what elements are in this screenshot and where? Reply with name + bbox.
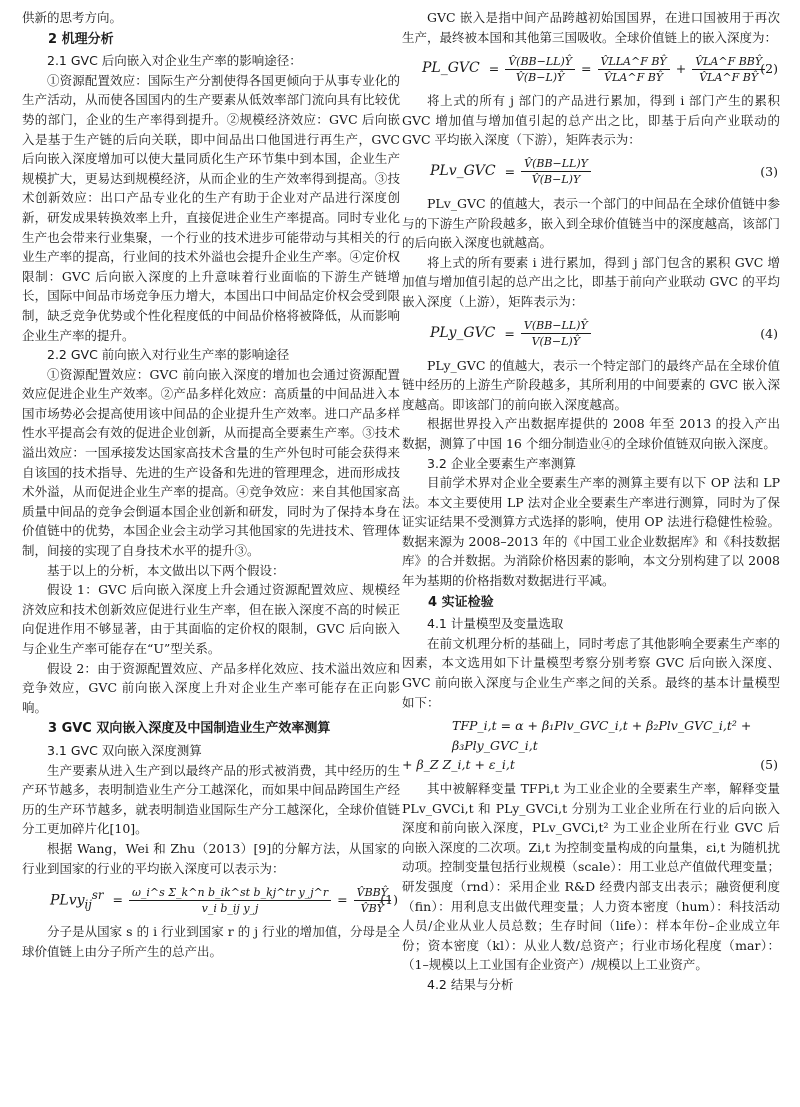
paragraph-wiod-data: 根据世界投入产出数据库提供的 2008 年至 2013 的投入产出数据，测算了中国 16 个细分制造业④的全球价值链双向嵌入深度。 <box>402 416 780 451</box>
section-heading-measurement: 3 GVC 双向嵌入深度及中国制造业生产效率测算 <box>48 721 331 737</box>
eq3-number: (3) <box>760 164 778 180</box>
right-column <box>402 8 780 995</box>
paragraph-hypothesis-2: 假设 2：由于资源配置效应、产品多样化效应、技术溢出效应和竞争效应，GVC 前向嵌入深度上升对企业生产率可能存在正向影响。 <box>22 660 400 715</box>
equation-1 <box>22 882 400 918</box>
eq2-fraction-3: $\frac{\text{V̂LA\textasciicircum{}F BBŶ}}{\text{V̂LA\textasciicircum{}F BŶ}}$ <box>692 54 765 85</box>
eq2-number: (2) <box>760 61 778 77</box>
eq1-equals: = <box>112 892 123 908</box>
left-column <box>22 8 400 961</box>
subsection-heading-4-2: 4.2 结果与分析 <box>427 976 514 992</box>
eq2-equals-2: = <box>581 61 592 77</box>
equation-3 <box>402 154 780 190</box>
paragraph-ply-interpretation: PLy_GVC 的值越大，表示一个特定部门的最终产品在全球价值链中经历的上游生产阶段越多，其所利用的中间要素的 GVC 嵌入深度越高。即该部门的前向嵌入深度越高。 <box>402 357 780 412</box>
eq2-lhs: PL_GVC <box>422 60 480 77</box>
subsection-heading-4-1: 4.1 计量模型及变量选取 <box>427 616 564 632</box>
paragraph-eq1-explanation: 分子是从国家 s 的 i 行业到国家 r 的 j 行业的增加值，分母是全球价值链上由分子所产生的总产出。 <box>22 924 400 959</box>
subsection-heading-2-2: 2.2 GVC 前向嵌入对行业生产率的影响途径 <box>47 347 290 363</box>
eq5-number: (5) <box>760 757 778 773</box>
eq2-fraction-1: $\frac{V̂(BB-LL)Ŷ}{V̂(B-L)Ŷ}$ <box>505 54 575 85</box>
paragraph-plv-interpretation: PLv_GVC 的值越大，表示一个部门的中间品在全球价值链中参与的下游生产阶段越多，嵌入到全球价值链当中的深度越高，该部门的后向嵌入深度也就越高。 <box>402 195 780 251</box>
eq1-fraction-1: $\frac{\text{ω\_i\textasciicircum{}s Σ\_k\textasciicircum{}n b\_ik\textasciicircum{}st b\_kj\textasciicircum{}tr y\_j\textasciicircum{}r}}{\text{v\_i b\_ij y\_j}}$ <box>129 885 331 916</box>
eq3-fraction: $\frac{V̂(BB-LL)Y}{V̂(B-L)Y}$ <box>521 156 591 187</box>
eq1-fraction-2: $\frac{\text{V̂BBŶ}}{V̂BŶ}$ <box>354 885 391 916</box>
paragraph-backward-accumulation: 将上式的所有 j 部门的产品进行累加，得到 i 部门产生的累积 GVC 增加值与增加值引起的总产出之比，即基于后向产业联动的 GVC 平均嵌入深度（下游），矩阵表示为： <box>402 93 780 148</box>
eq3-equals: = <box>504 164 516 180</box>
paragraph-2-2: ①资源配置效应：GVC 前向嵌入深度的增加也会通过资源配置效应促进企业生产效率。②产品多样化效应：高质量的中间品进入本国市场势必会提高使用该中间品的企业提升生产效率。进口产品多样性水平提高会有效的促进企业创新，从而提高全要素生产率。③技术溢出效应：一国承接发达国家高技术含量的生产外包时可能会获得来自该国的技术指导、先进的生产设备和先进的管理理念，进而形成技术外溢，从而促进企业生产率的提高。④竞争效应：来自其他国家高质量中间品的竞争会倒逼本国企业创新和研发，同时为了保持本身在价值链中的优势，本国企业会主动学习其他国家的先进技术、管理体制，间接的实现了自身技术水平的提升③。 <box>22 366 400 559</box>
paragraph-variable-definitions: 其中被解释变量 TFPi,t 为工业企业的全要素生产率，解释变量 PLv_GVCi,t 和 PLy_GVCi,t 分别为工业企业所在行业的后向嵌入深度和前向嵌入深度，PLv_GVCi,t² 为工业企业所在行业 GVC 后向嵌入深度的二次项。Zi,t 为控制变量构成的向量集，εi,t 为随机扰动项。控制变量包括行业规模（scale）：用工业总产值做代理变量；研发强度（rnd）：采用企业 R&D 经费内部支出表示；融资便利度（fin）：用利息支出做代理变量；人力资本密度（hum）：科技活动人员/企业从业人员总数；生存时间（life）：样本年份–企业成立年份；资本密度（kl）：从业人数/总资产；行业市场化程度（mar）：（1–规模以上工业国有企业资产）/规模以上工业资产。 <box>402 781 780 973</box>
eq5-line-1: TFP_i,t = α + β₁Plv_GVC_i,t + β₂Plv_GVC_i,t² + β₃Ply_GVC_i,t <box>452 718 752 753</box>
section-heading-mechanism: 2 机理分析 <box>48 31 114 47</box>
subsection-heading-3-2: 3.2 企业全要素生产率测算 <box>427 455 576 471</box>
eq2-plus: + <box>675 61 687 77</box>
eq2-equals: = <box>488 61 500 77</box>
eq1-equals-2: = <box>337 892 348 908</box>
paragraph-gvc-definition: GVC 嵌入是指中间产品跨越初始国国界，在进口国被用于再次生产，最终被本国和其他第三国吸收。全球价值链上的嵌入深度为： <box>402 10 780 45</box>
paragraph-3-1: 生产要素从进入生产到以最终产品的形式被消费，其中经历的生产环节越多，表明制造业生产分工越深化，而如果中间品跨国生产经历的生产环节越多，就表明制造业国际生产分工越深化，全球价值链分工更加碎片化[10]。 <box>22 762 400 837</box>
eq2-fraction-2: $\frac{\text{V̂LLA\textasciicircum{}F BŶ}}{\text{V̂LA\textasciicircum{}F BŶ}}$ <box>598 54 670 85</box>
equation-4 <box>402 316 780 352</box>
equation-5 <box>402 716 780 775</box>
paragraph-hypothesis-intro: 基于以上的分析，本文做出以下两个假设： <box>47 562 285 578</box>
intro-tail: 供新的思考方向。 <box>22 10 123 25</box>
subsection-heading-3-1: 3.1 GVC 双向嵌入深度测算 <box>47 742 202 758</box>
eq1-number: (1) <box>380 892 398 908</box>
eq4-lhs: PLy_GVC <box>430 324 496 341</box>
paragraph-hypothesis-1: 假设 1：GVC 后向嵌入深度上升会通过资源配置效应、规模经济效应和技术创新效应促进行业生产率，但在嵌入深度不高的时候正向促进作用不够显著，由于其面临的定价权的限制，GVC 后向嵌入与企业生产率可能存在“U”型关系。 <box>22 582 400 656</box>
eq5-line-2: + β_Z Z_i,t + ε_i,t (5) <box>402 755 780 775</box>
paragraph-2-1: ①资源配置效应：国际生产分割使得各国更倾向于从事专业化的生产活动，从而使各国国内的生产要素从低效率部门流向具有比较优势的部门，企业的生产率得到提升。②规模经济效应：GVC 后向嵌入是基于生产链的后向关联，即中间品出口他国进行再生产，GVC 后向嵌入深度增加可以使大量同质化生产环节集中到本国，企业生产规模扩大，更易达到规模经济，从而企业的生产效率得到提高。③技术创新效应：出口产品专业化的生产有助于企业对产品进行深度创新，研发成果转换效率上升，直接促进企业生产率提高。同时专业化生产也会带来行业集聚，一个行业的技术进步可能带动与其相关的行业生产率的提高，行业间的技术外溢也会提升企业生产率。④定价权限制：GVC 后向嵌入深度的上升意味着行业面临的下游生产链增长，国际中间品市场竞争压力增大，本国出口中间品定价权会受到限制，缺乏竞争优势或个性化程度低的中间品价格将被降低，从而影响企业生产率的提升。 <box>22 72 400 343</box>
eq4-equals: = <box>504 325 515 341</box>
eq1-lhs: PLvy$_{ij}^{sr}$ <box>50 887 104 912</box>
paragraph-wang-wei-zhu: 根据 Wang，Wei 和 Zhu（2013）[9]的分解方法，从国家的行业到国家的行业的平均嵌入深度可以表示为： <box>22 840 400 876</box>
eq4-number: (4) <box>760 325 778 341</box>
paragraph-3-2: 目前学术界对企业全要素生产率的测算主要有以下 OP 法和 LP 法。本文主要使用 LP 法对企业全要素生产率进行测算，同时为了保证实证结果不受测算方式选择的影响，使用 OP 法进行稳健性检验。数据来源为 2008–2013 年的《中国工业企业数据库》和《科技数据库》的合并数据。为消除价格因素的影响，本文分别构建了以 2008 年为基期的价格指数对数据进行平减。 <box>402 475 780 589</box>
eq4-fraction: $\frac{V(BB-LL)Ŷ}{V(B-L)Ŷ}$ <box>521 318 591 349</box>
eq3-lhs: PLv_GVC <box>430 163 496 180</box>
subsection-heading-2-1: 2.1 GVC 后向嵌入对企业生产率的影响途径： <box>47 53 302 69</box>
paragraph-forward-accumulation: 将上式的所有要素 i 进行累加，得到 j 部门包含的累积 GVC 增加值与增加值引起的总产出之比，即基于前向产业联动 GVC 的平均嵌入深度（上游），矩阵表示为： <box>402 254 780 309</box>
equation-2 <box>402 51 780 87</box>
section-heading-empirical: 4 实证检验 <box>428 594 494 610</box>
paragraph-4-1: 在前文机理分析的基础上，同时考虑了其他影响全要素生产率的因素，本文选用如下计量模型考察分别考察 GVC 后向嵌入深度、GVC 前向嵌入深度与企业生产率之间的关系。最终的基本计量模型如下： <box>402 635 780 710</box>
